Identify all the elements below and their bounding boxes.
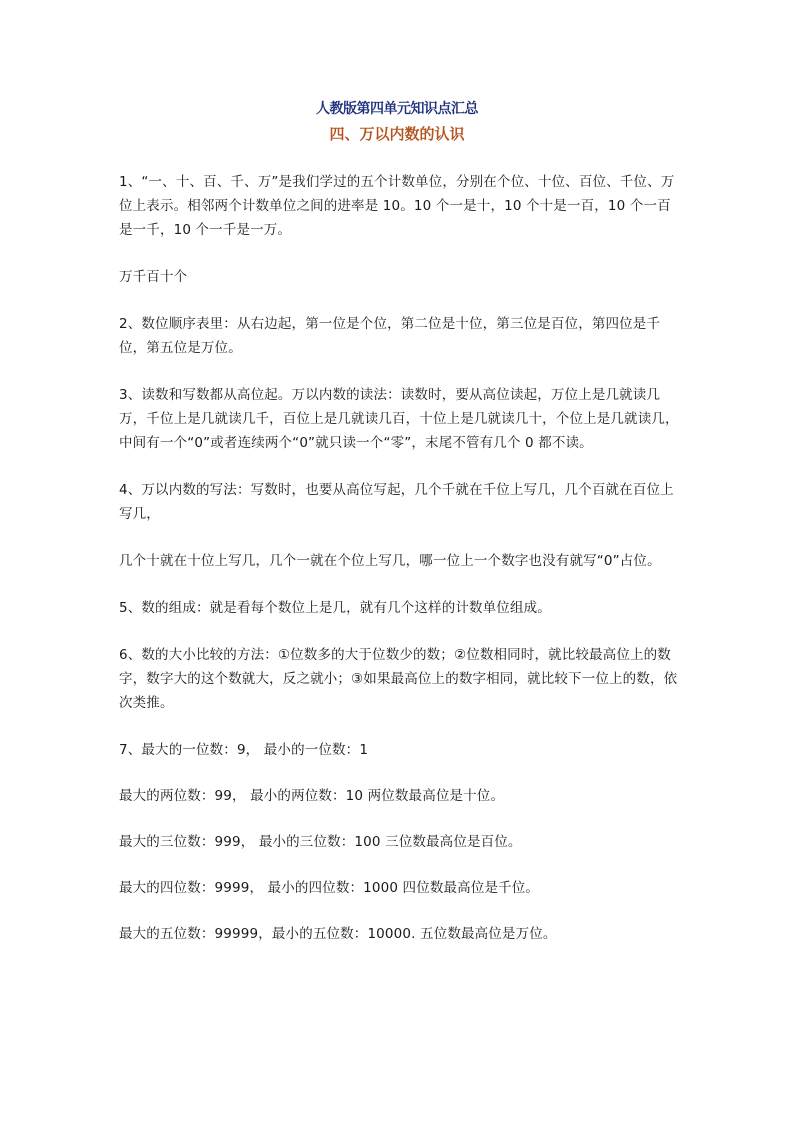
paragraph-2: 2、数位顺序表里：从右边起，第一位是个位，第二位是十位，第三位是百位，第四位是千位，第五位是万位。 <box>119 316 661 356</box>
paragraph-7-five-digit: 最大的五位数：99999，最小的五位数：10000. 五位数最高位是万位。 <box>119 926 557 942</box>
section-heading: 四、万以内数的认识 <box>329 125 465 143</box>
paragraph-7-four-digit: 最大的四位数：9999， 最小的四位数：1000 四位数最高位是千位。 <box>119 880 540 896</box>
paragraph-3: 3、读数和写数都从高位起。万以内数的读法：读数时，要从高位读起，万位上是几就读几万，千位上是几就读几千，百位上是几就读几百，十位上是几就读几十，个位上是几就读几，中间有一个“0”或者连续两个“0”就只读一个“零”，末尾不管有几个 0 都不读。 <box>119 387 679 451</box>
paragraph-7: 7、最大的一位数：9， 最小的一位数：1 <box>119 742 369 758</box>
paragraph-7-three-digit: 最大的三位数：999， 最小的三位数：100 三位数最高位是百位。 <box>119 834 522 850</box>
paragraph-6: 6、数的大小比较的方法：①位数多的大于位数少的数；②位数相同时，就比较最高位上的数字，数字大的这个数就大，反之就小；③如果最高位上的数字相同，就比较下一位上的数，依次类推。 <box>119 647 678 711</box>
paragraph-1: 1、“一、十、百、千、万”是我们学过的五个计数单位，分别在个位、十位、百位、千位、万位上表示。相邻两个计数单位之间的进率是 10。10 个一是十，10 个十是一百，10 个一百是一千，10 个一千是一万。 <box>119 174 675 238</box>
document-title: 人教版第四单元知识点汇总 <box>316 101 478 117</box>
paragraph-7-two-digit: 最大的两位数：99， 最小的两位数：10 两位数最高位是十位。 <box>119 788 505 804</box>
paragraph-4-cont: 几个十就在十位上写几，几个一就在个位上写几，哪一位上一个数字也没有就写“0”占位。 <box>119 553 661 569</box>
paragraph-4: 4、万以内数的写法：写数时，也要从高位写起，几个千就在千位上写几，几个百就在百位上写几， <box>119 482 674 522</box>
paragraph-units: 万千百十个 <box>119 269 188 285</box>
document-body <box>119 170 679 968</box>
paragraph-5: 5、数的组成：就是看每个数位上是几，就有几个这样的计数单位组成。 <box>119 600 551 616</box>
